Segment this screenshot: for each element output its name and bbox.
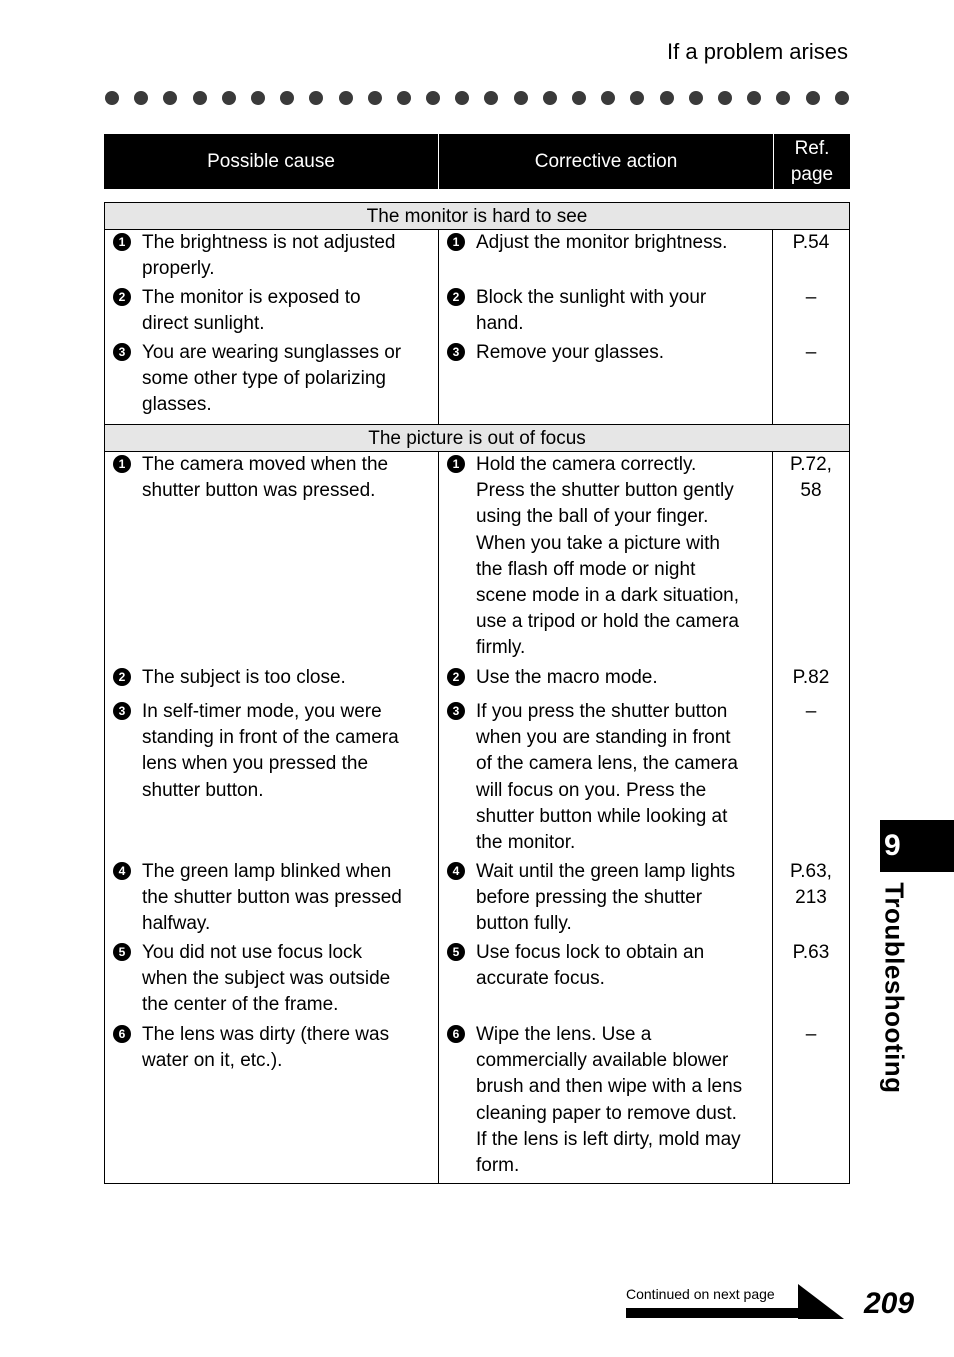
section-body xyxy=(105,452,849,1183)
list-item xyxy=(113,940,434,1022)
number-badge-icon: 2 xyxy=(447,668,465,686)
dot-icon xyxy=(660,91,674,105)
header-ref-page: Ref. page xyxy=(790,137,834,185)
dot-icon xyxy=(455,91,469,105)
list-item xyxy=(447,665,768,699)
page-number: 209 xyxy=(864,1287,915,1320)
section-title: The picture is out of focus xyxy=(105,424,849,452)
ref-column xyxy=(773,452,849,1183)
dot-icon xyxy=(630,91,644,105)
ref-page: – xyxy=(805,701,817,722)
dot-icon xyxy=(543,91,557,105)
action-column xyxy=(439,230,773,424)
list-item xyxy=(113,699,434,859)
list-item xyxy=(113,452,434,665)
section-body xyxy=(105,230,849,424)
number-badge-icon: 3 xyxy=(113,702,131,720)
dot-icon xyxy=(572,91,586,105)
continued-indicator xyxy=(626,1284,844,1319)
dot-icon xyxy=(309,91,323,105)
cause-text: The camera moved when the shutter button was pressed. xyxy=(142,454,389,502)
list-item xyxy=(113,340,434,419)
table-header xyxy=(104,134,850,189)
number-badge-icon: 6 xyxy=(447,1025,465,1043)
dot-icon xyxy=(806,91,820,105)
action-text: Use focus lock to obtain an accurate focus. xyxy=(476,942,705,990)
number-badge-icon: 1 xyxy=(447,455,465,473)
ref-page: – xyxy=(805,342,817,363)
dot-icon xyxy=(222,91,236,105)
cause-text: The green lamp blinked when the shutter button was pressed halfway. xyxy=(142,861,402,935)
list-item xyxy=(447,940,768,1022)
dot-icon xyxy=(134,91,148,105)
cause-text: You are wearing sunglasses or some other type of polarizing glasses. xyxy=(142,342,402,416)
number-badge-icon: 6 xyxy=(113,1025,131,1043)
running-head: If a problem arises xyxy=(667,39,848,64)
number-badge-icon: 3 xyxy=(447,702,465,720)
chapter-number: 9 xyxy=(884,829,901,862)
cause-column xyxy=(105,452,439,1183)
ref-page: P.63 xyxy=(792,942,830,963)
action-text: Hold the camera correctly. Press the shutter button gently using the ball of your finger. When you take a picture with the flash off mode or night scene mode in a dark situation, use a tripod or hold the camera firmly. xyxy=(476,454,739,659)
cause-text: The subject is too close. xyxy=(142,667,346,688)
number-badge-icon: 4 xyxy=(447,862,465,880)
list-item xyxy=(113,285,434,340)
list-item xyxy=(447,1022,768,1179)
action-text: Use the macro mode. xyxy=(476,667,658,688)
cause-column xyxy=(105,230,439,424)
number-badge-icon: 1 xyxy=(113,455,131,473)
number-badge-icon: 2 xyxy=(113,288,131,306)
dot-rule xyxy=(105,91,849,105)
action-text: Adjust the monitor brightness. xyxy=(476,232,728,253)
number-badge-icon: 4 xyxy=(113,862,131,880)
dot-icon xyxy=(689,91,703,105)
dot-icon xyxy=(426,91,440,105)
list-item xyxy=(113,665,434,699)
dot-icon xyxy=(193,91,207,105)
chapter-label: Troubleshooting xyxy=(879,882,910,1094)
continued-bar xyxy=(626,1308,802,1318)
action-text: If you press the shutter button when you are standing in front of the camera lens, the camera will focus on you. Press the shutter button while looking at the monitor. xyxy=(476,701,738,854)
list-item xyxy=(113,859,434,940)
cause-text: The brightness is not adjusted properly. xyxy=(142,232,396,280)
action-text: Remove your glasses. xyxy=(476,342,664,363)
action-text: Wipe the lens. Use a commercially available blower brush and then wipe with a lens cleaning paper to remove dust. If the lens is left dirty, mold may form. xyxy=(476,1024,743,1177)
list-item xyxy=(113,1022,434,1074)
chapter-tab xyxy=(880,820,954,872)
ref-page: – xyxy=(805,287,817,308)
dot-icon xyxy=(776,91,790,105)
action-text: Block the sunlight with your hand. xyxy=(476,287,707,335)
list-item xyxy=(447,230,768,285)
dot-icon xyxy=(105,91,119,105)
ref-page: P.54 xyxy=(792,232,830,253)
dot-icon xyxy=(368,91,382,105)
action-column xyxy=(439,452,773,1183)
ref-page: P.63, 213 xyxy=(790,861,832,909)
dot-icon xyxy=(280,91,294,105)
cause-text: In self-timer mode, you were standing in front of the camera lens when you pressed the shutter button. xyxy=(142,701,399,801)
action-text: Wait until the green lamp lights before pressing the shutter button fully. xyxy=(476,861,736,935)
list-item xyxy=(447,859,768,940)
number-badge-icon: 3 xyxy=(447,343,465,361)
section-title: The monitor is hard to see xyxy=(105,203,849,230)
number-badge-icon: 2 xyxy=(113,668,131,686)
cause-text: The monitor is exposed to direct sunlight. xyxy=(142,287,361,335)
dot-icon xyxy=(718,91,732,105)
number-badge-icon: 3 xyxy=(113,343,131,361)
dot-icon xyxy=(747,91,761,105)
ref-page: P.72, 58 xyxy=(790,454,832,502)
list-item xyxy=(447,340,768,366)
continued-text: Continued on next page xyxy=(626,1286,775,1302)
ref-page: P.82 xyxy=(792,667,830,688)
troubleshooting-table xyxy=(104,202,850,1184)
cause-text: The lens was dirty (there was water on it, etc.). xyxy=(142,1024,390,1072)
number-badge-icon: 5 xyxy=(113,943,131,961)
dot-icon xyxy=(397,91,411,105)
dot-icon xyxy=(339,91,353,105)
dot-icon xyxy=(514,91,528,105)
dot-icon xyxy=(163,91,177,105)
header-possible-cause: Possible cause xyxy=(104,134,439,189)
ref-page: – xyxy=(805,1024,817,1045)
continued-arrow-icon xyxy=(798,1284,844,1319)
dot-icon xyxy=(601,91,615,105)
cause-text: You did not use focus lock when the subject was outside the center of the frame. xyxy=(142,942,391,1016)
list-item xyxy=(447,452,768,665)
number-badge-icon: 1 xyxy=(447,233,465,251)
list-item xyxy=(447,285,768,340)
list-item xyxy=(113,230,434,285)
dot-icon xyxy=(835,91,849,105)
number-badge-icon: 1 xyxy=(113,233,131,251)
dot-icon xyxy=(251,91,265,105)
header-corrective-action: Corrective action xyxy=(439,134,774,189)
number-badge-icon: 5 xyxy=(447,943,465,961)
dot-icon xyxy=(484,91,498,105)
ref-column xyxy=(773,230,849,424)
list-item xyxy=(447,699,768,859)
number-badge-icon: 2 xyxy=(447,288,465,306)
